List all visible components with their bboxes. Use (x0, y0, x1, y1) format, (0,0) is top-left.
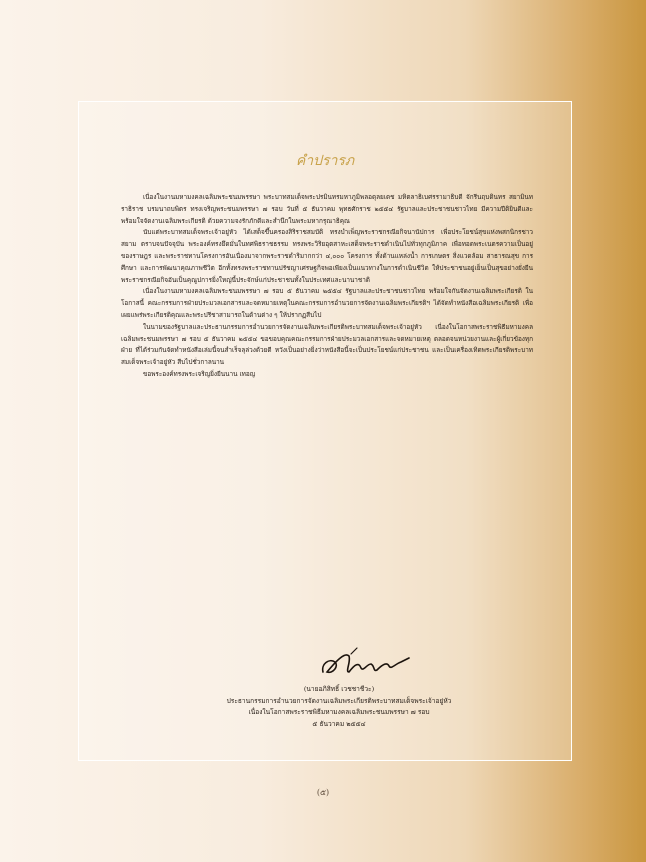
preface-paragraph: ขอพระองค์ทรงพระเจริญยิ่งยืนนาน เทอญ (143, 369, 256, 378)
page-number: (๕) (316, 788, 330, 797)
preface-body (121, 192, 533, 381)
signer-position: ประธานกรรมการอำนวยการจัดงานเฉลิมพระเกียรติพระบาทสมเด็จพระเจ้าอยู่หัว (226, 696, 452, 705)
preface-paragraph: เนื่องในงานมหามงคลเฉลิมพระชนมพรรษา พระบาทสมเด็จพระปรมินทรมหาภูมิพลอดุลยเดช มหิตลาธิเบศรรามาธิบดี จักรีนฤบดินทร สยามินทราธิราช บรมนาถบพิตร ทรงเจริญพระชนมพรรษา ๗ รอบ วันที่ ๕ ธันวาคม พุทธศักราช ๒๕๕๔ รัฐบาลและประชาชนชาวไทย มีความปีติยินดีและพร้อมใจจัดงานเฉลิมพระเกียรติ ด้วยความจงรักภักดีและสำนึกในพระมหากรุณาธิคุณ (121, 193, 533, 225)
preface-paragraph: นับแต่พระบาทสมเด็จพระเจ้าอยู่หัว ได้เสด็จขึ้นครองสิริราชสมบัติ ทรงบำเพ็ญพระราชกรณียกิจนานัปการ เพื่อประโยชน์สุขแห่งพสกนิกรชาวสยาม ตราบจนปัจจุบัน พระองค์ทรงยึดมั่นในทศพิธราชธรรม ทรงพระวิริยอุตสาหะเสด็จพระราชดำเนินไปทั่วทุกภูมิภาค เพื่อทอดพระเนตรความเป็นอยู่ของราษฎร และพระราชทานโครงการอันเนื่องมาจากพระราชดำริมากกว่า ๔,๐๐๐ โครงการ ทั้งด้านแหล่งน้ำ การเกษตร สิ่งแวดล้อม สาธารณสุข การศึกษา และการพัฒนาคุณภาพชีวิต อีกทั้งทรงพระราชทานปรัชญาเศรษฐกิจพอเพียงเป็นแนวทางในการดำเนินชีวิต ให้ประชาชนอยู่เย็นเป็นสุขอย่างยั่งยืน พระราชกรณียกิจอันเป็นคุณูปการยิ่งใหญ่นี้ประจักษ์แก่ประชาชนทั้งในประเทศและนานาชาติ (121, 228, 533, 284)
signer-block (139, 684, 539, 730)
preface-paragraph: ในนามของรัฐบาลและประธานกรรมการอำนวยการจัดงานเฉลิมพระเกียรติพระบาทสมเด็จพระเจ้าอยู่หัว เนื่องในโอกาสพระราชพิธีมหามงคลเฉลิมพระชนมพรรษา ๗ รอบ ๕ ธันวาคม ๒๕๕๔ ขอขอบคุณคณะกรรมการฝ่ายประมวลเอกสารและจดหมายเหตุ ตลอดจนหน่วยงานและผู้เกี่ยวข้องทุกฝ่าย ที่ได้ร่วมกันจัดทำหนังสือเล่มนี้จนสำเร็จลุล่วงด้วยดี หวังเป็นอย่างยิ่งว่าหนังสือนี้จะเป็นประโยชน์แก่ประชาชน และเป็นเครื่องเทิดพระเกียรติพระบาทสมเด็จพระเจ้าอยู่หัว สืบไปชั่วกาลนาน (121, 322, 533, 367)
signer-occasion: เนื่องในโอกาสพระราชพิธีมหามงคลเฉลิมพระชนมพรรษา ๗ รอบ (248, 708, 430, 716)
signer-date: ๕ ธันวาคม ๒๕๕๔ (312, 719, 366, 728)
preface-paragraph: เนื่องในงานมหามงคลเฉลิมพระชนมพรรษา ๗ รอบ ๕ ธันวาคม ๒๕๕๔ รัฐบาลและประชาชนชาวไทย พร้อมใจกันจัดงานเฉลิมพระเกียรติ ในโอกาสนี้ คณะกรรมการฝ่ายประมวลเอกสารและจดหมายเหตุในคณะกรรมการอำนวยการจัดงานเฉลิมพระเกียรติฯ ได้จัดทำหนังสือเฉลิมพระเกียรติ เพื่อเผยแพร่พระเกียรติคุณและพระปรีชาสามารถในด้านต่าง ๆ ให้ปรากฏสืบไป (121, 287, 533, 319)
signer-name: (นายอภิสิทธิ์ เวชชาชีวะ) (303, 685, 375, 693)
content-frame (78, 101, 572, 761)
page-title: คำปรารภ (295, 153, 355, 169)
handwritten-signature (315, 642, 415, 686)
